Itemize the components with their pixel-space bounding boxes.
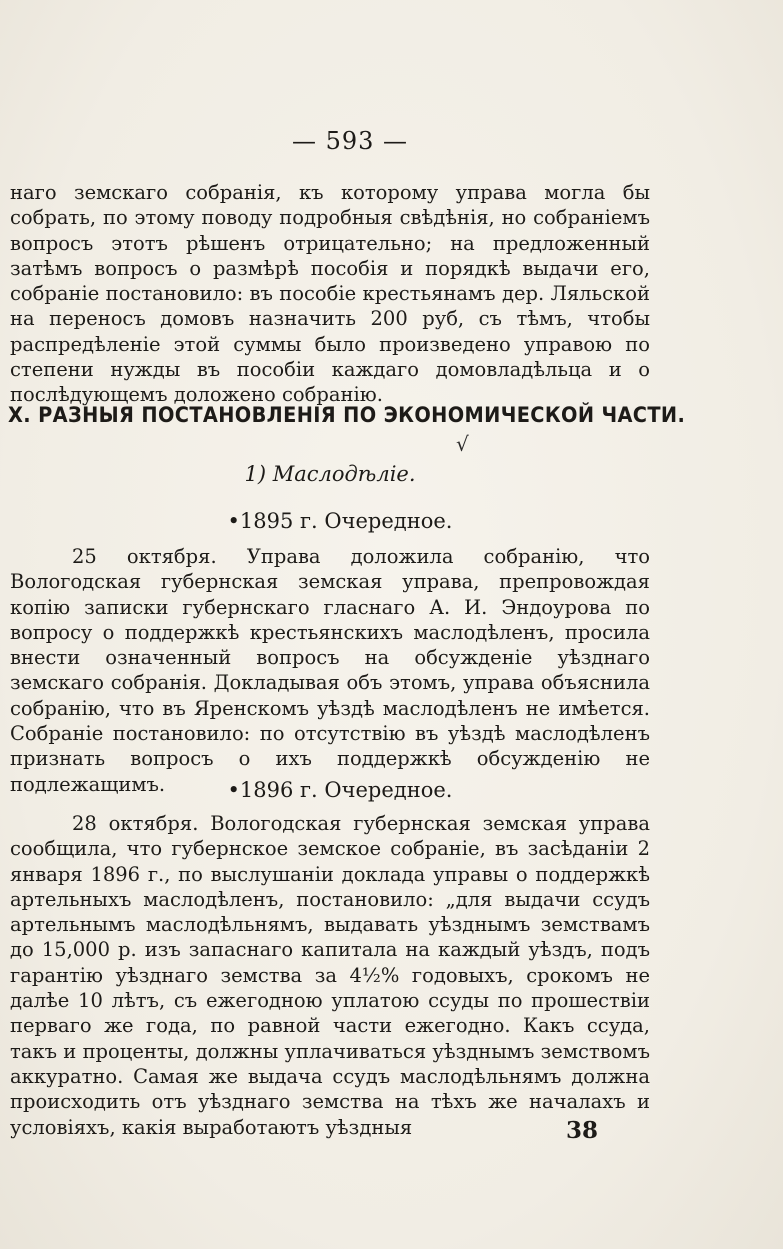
subsection-heading: 1) Маслодѣліе.: [244, 462, 416, 486]
paragraph-1895: 25 октября. Управа доложила собранію, что Вологодская губернская земская управа, препровождая копію записки губернскаго гласнаго А. И. Эндоурова по вопросу о поддержкѣ крестьянскихъ маслодѣленъ, просила внести означенный вопросъ на обсужденіе уѣзднаго земскаго собранія. Докладывая объ этомъ, управа объяснила собранію, что въ Яренскомъ уѣздѣ маслодѣленъ не имѣется. Собраніе постановило: по отсутствію въ уѣздѣ маслодѣленъ признать вопросъ о ихъ поддержкѣ обсужденію не подлежащимъ.: [10, 545, 650, 796]
year-heading-1895: •1895 г. Очередное.: [227, 509, 453, 533]
paragraph-continuation: наго земскаго собранія, къ которому управа могла бы собрать, по этому поводу подробныя свѣдѣнія, но собраніемъ вопросъ этотъ рѣшенъ отрицательно; на предложенный затѣмъ вопросъ о размѣрѣ пособія и порядкѣ выдачи его, собраніе постановило: въ пособіе крестьянамъ дер. Ляльской на переносъ домовъ назначить 200 руб, съ тѣмъ, чтобы распредѣленіе этой суммы было произведено управою по степени нужды въ пособіи каждаго домовладѣльца и о послѣдующемъ доложено собранію.: [10, 181, 650, 407]
signature-mark: 38: [566, 1117, 599, 1144]
section-heading: X. РАЗНЫЯ ПОСТАНОВЛЕНІЯ ПО ЭКОНОМИЧЕСКОЙ ЧАСТИ.: [8, 403, 686, 428]
page-number: — 593 —: [291, 127, 409, 155]
handwritten-check-mark: √: [456, 432, 469, 456]
paragraph-1896: 28 октября. Вологодская губернская земская управа сообщила, что губернское земское собраніе, въ засѣданіи 2 января 1896 г., по выслушаніи доклада управы о поддержкѣ артельныхъ маслодѣленъ, постановило: „для выдачи ссудъ артельнымъ маслодѣльнямъ, выдавать уѣзднымъ земствамъ до 15,000 р. изъ запаснаго капитала на каждый уѣздъ, подъ гарантію уѣзднаго земства за 4½% годовыхъ, срокомъ не далѣе 10 лѣтъ, съ ежегодною уплатою ссуды по прошествіи перваго же года, по равной части ежегодно. Какъ ссуда, такъ и проценты, должны уплачиваться уѣзднымъ земствомъ аккуратно. Самая же выдача ссудъ маслодѣльнямъ должна происходить отъ уѣзднаго земства на тѣхъ же началахъ и условіяхъ, какія выработаютъ уѣздныя: [10, 812, 650, 1139]
year-heading-1896: •1896 г. Очередное.: [227, 778, 453, 802]
